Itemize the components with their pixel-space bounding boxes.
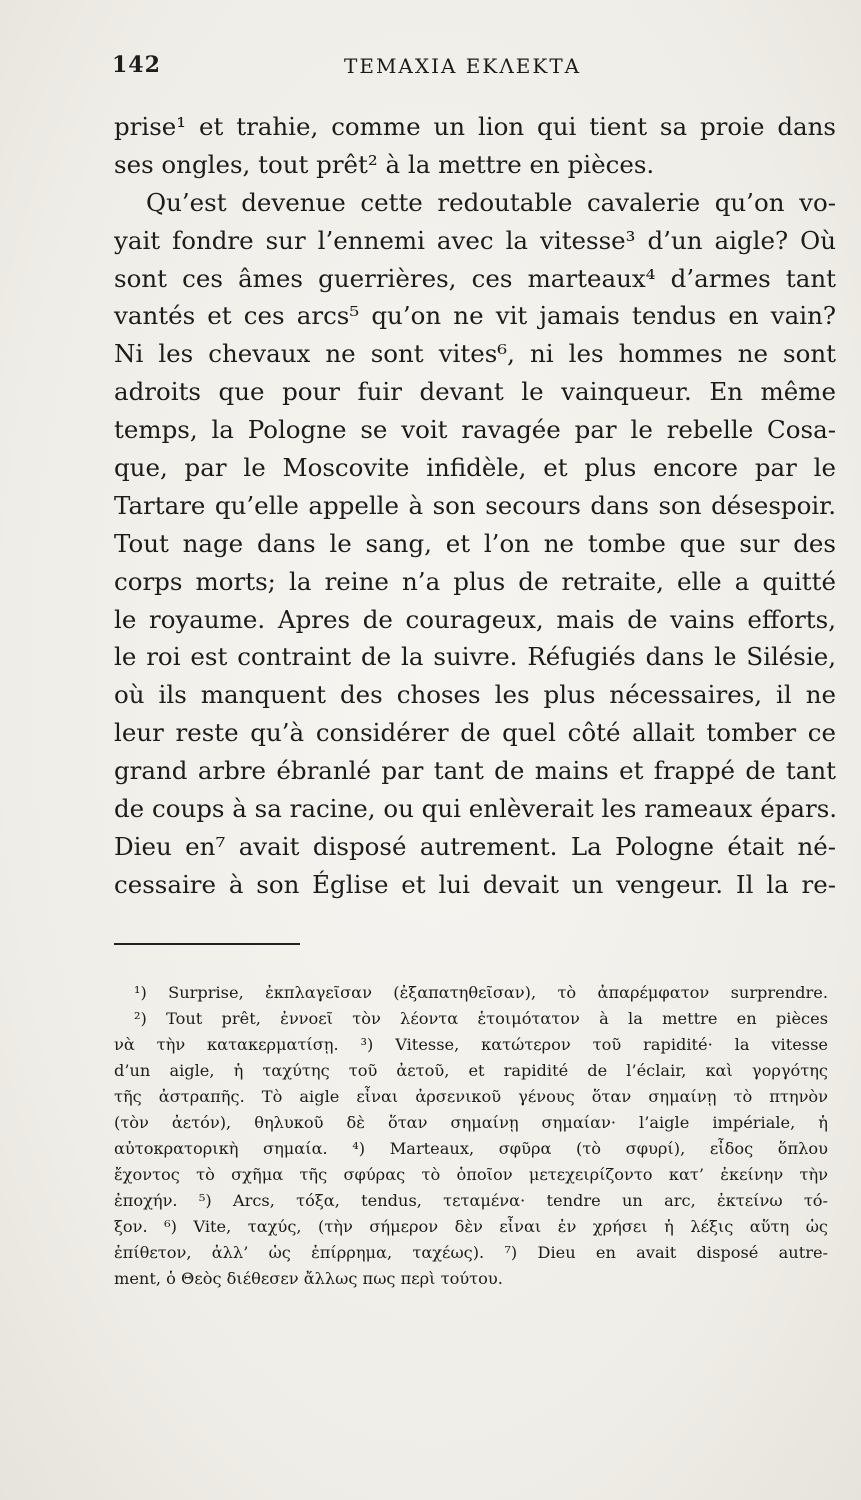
body-line: ses ongles, tout prêt² à la mettre en pièces.	[114, 149, 655, 179]
body-line: de coups à sa racine, ou qui enlèverait les rameaux épars.	[114, 794, 838, 824]
footnote-line: ²) Tout prêt, ἐννοεῖ τὸν λέοντα ἑτοιμότατον à la mettre en pièces	[134, 1009, 828, 1028]
footnote-line: (τὸν ἀετόν), θηλυκοῦ δὲ ὅταν σημαίνῃ σημαίαν· l’aigle impériale, ἡ	[114, 1113, 828, 1132]
body-line: vantés et ces arcs⁵ qu’on ne vit jamais tendus en vain?	[114, 301, 836, 331]
footnote-line: ment, ὁ Θεὸς διέθεσεν ἄλλως πως περὶ τούτου.	[114, 1269, 503, 1288]
footnote-line: τῆς ἀστραπῆς. Τὸ aigle εἶναι ἀρσενικοῦ γένους ὅταν σημαίνῃ τὸ πτηνὸν	[114, 1087, 828, 1106]
footnote-line: d’un aigle, ἡ ταχύτης τοῦ ἀετοῦ, et rapidité de l’éclair, καὶ γοργότης	[114, 1061, 828, 1080]
body-line: cessaire à son Église et lui devait un vengeur. Il la re-	[114, 869, 836, 899]
page-header	[112, 52, 842, 88]
body-line: Tartare qu’elle appelle à son secours dans son désespoir.	[114, 490, 836, 520]
body-line: grand arbre ébranlé par tant de mains et frappé de tant	[114, 756, 836, 786]
page-number: 142	[112, 52, 161, 78]
footnote-line: νὰ τὴν κατακερματίσῃ. ³) Vitesse, κατώτερον τοῦ rapidité· la vitesse	[114, 1035, 828, 1054]
body-line: où ils manquent des choses les plus nécessaires, il ne	[114, 680, 836, 710]
body-line: Tout nage dans le sang, et l’on ne tombe que sur des	[114, 528, 836, 558]
body-line: Qu’est devenue cette redoutable cavalerie qu’on vo-	[146, 187, 836, 217]
body-line: leur reste qu’à considérer de quel côté allait tomber ce	[114, 718, 836, 748]
body-line: corps morts; la reine n’a plus de retraite, elle a quitté	[114, 566, 836, 596]
footnote-line: ἐποχήν. ⁵) Arcs, τόξα, tendus, τεταμένα· tendre un arc, ἐκτείνω τό-	[114, 1191, 828, 1210]
footnote-line: ¹) Surprise, ἐκπλαγεῖσαν (ἐξαπατηθεῖσαν), τὸ ἀπαρέμφατον surprendre.	[134, 983, 828, 1002]
footnotes	[114, 980, 828, 1292]
body-line: Dieu en⁷ avait disposé autrement. La Pologne était né-	[114, 831, 836, 861]
body-line: yait fondre sur l’ennemi avec la vitesse³ d’un aigle? Où	[114, 225, 836, 255]
body-line: Ni les chevaux ne sont vites⁶, ni les hommes ne sont	[114, 339, 836, 369]
footnote-line: ξον. ⁶) Vite, ταχύς, (τὴν σήμερον δὲν εἶναι ἐν χρήσει ἡ λέξις αὕτη ὡς	[114, 1217, 828, 1236]
footnote-line: ἐπίθετον, ἀλλ’ ὡς ἐπίρρημα, ταχέως). ⁷) Dieu en avait disposé autre-	[114, 1243, 828, 1262]
footnote-line: ἔχοντος τὸ σχῆμα τῆς σφύρας τὸ ὁποῖον μετεχειρίζοντο κατ’ ἐκείνην τὴν	[114, 1165, 828, 1184]
body-line: le royaume. Apres de courageux, mais de vains efforts,	[114, 604, 836, 634]
body-line: le roi est contraint de la suivre. Réfugiés dans le Silésie,	[114, 642, 836, 672]
footnote-line: αὐτοκρατορικὴ σημαία. ⁴) Marteaux, σφῦρα (τὸ σφυρί), εἶδος ὅπλου	[114, 1139, 828, 1158]
body-line: adroits que pour fuir devant le vainqueur. En même	[114, 377, 836, 407]
body-text	[114, 108, 836, 904]
body-line: prise¹ et trahie, comme un lion qui tient sa proie dans	[114, 112, 836, 141]
running-title: ΤΕΜΑΧΙΑ ΕΚΛΕΚΤΑ	[344, 54, 582, 78]
footnote-divider	[114, 943, 300, 945]
body-line: temps, la Pologne se voit ravagée par le rebelle Cosa-	[114, 415, 836, 445]
body-line: que, par le Moscovite infidèle, et plus encore par le	[114, 453, 836, 483]
body-line: sont ces âmes guerrières, ces marteaux⁴ d’armes tant	[114, 263, 836, 293]
